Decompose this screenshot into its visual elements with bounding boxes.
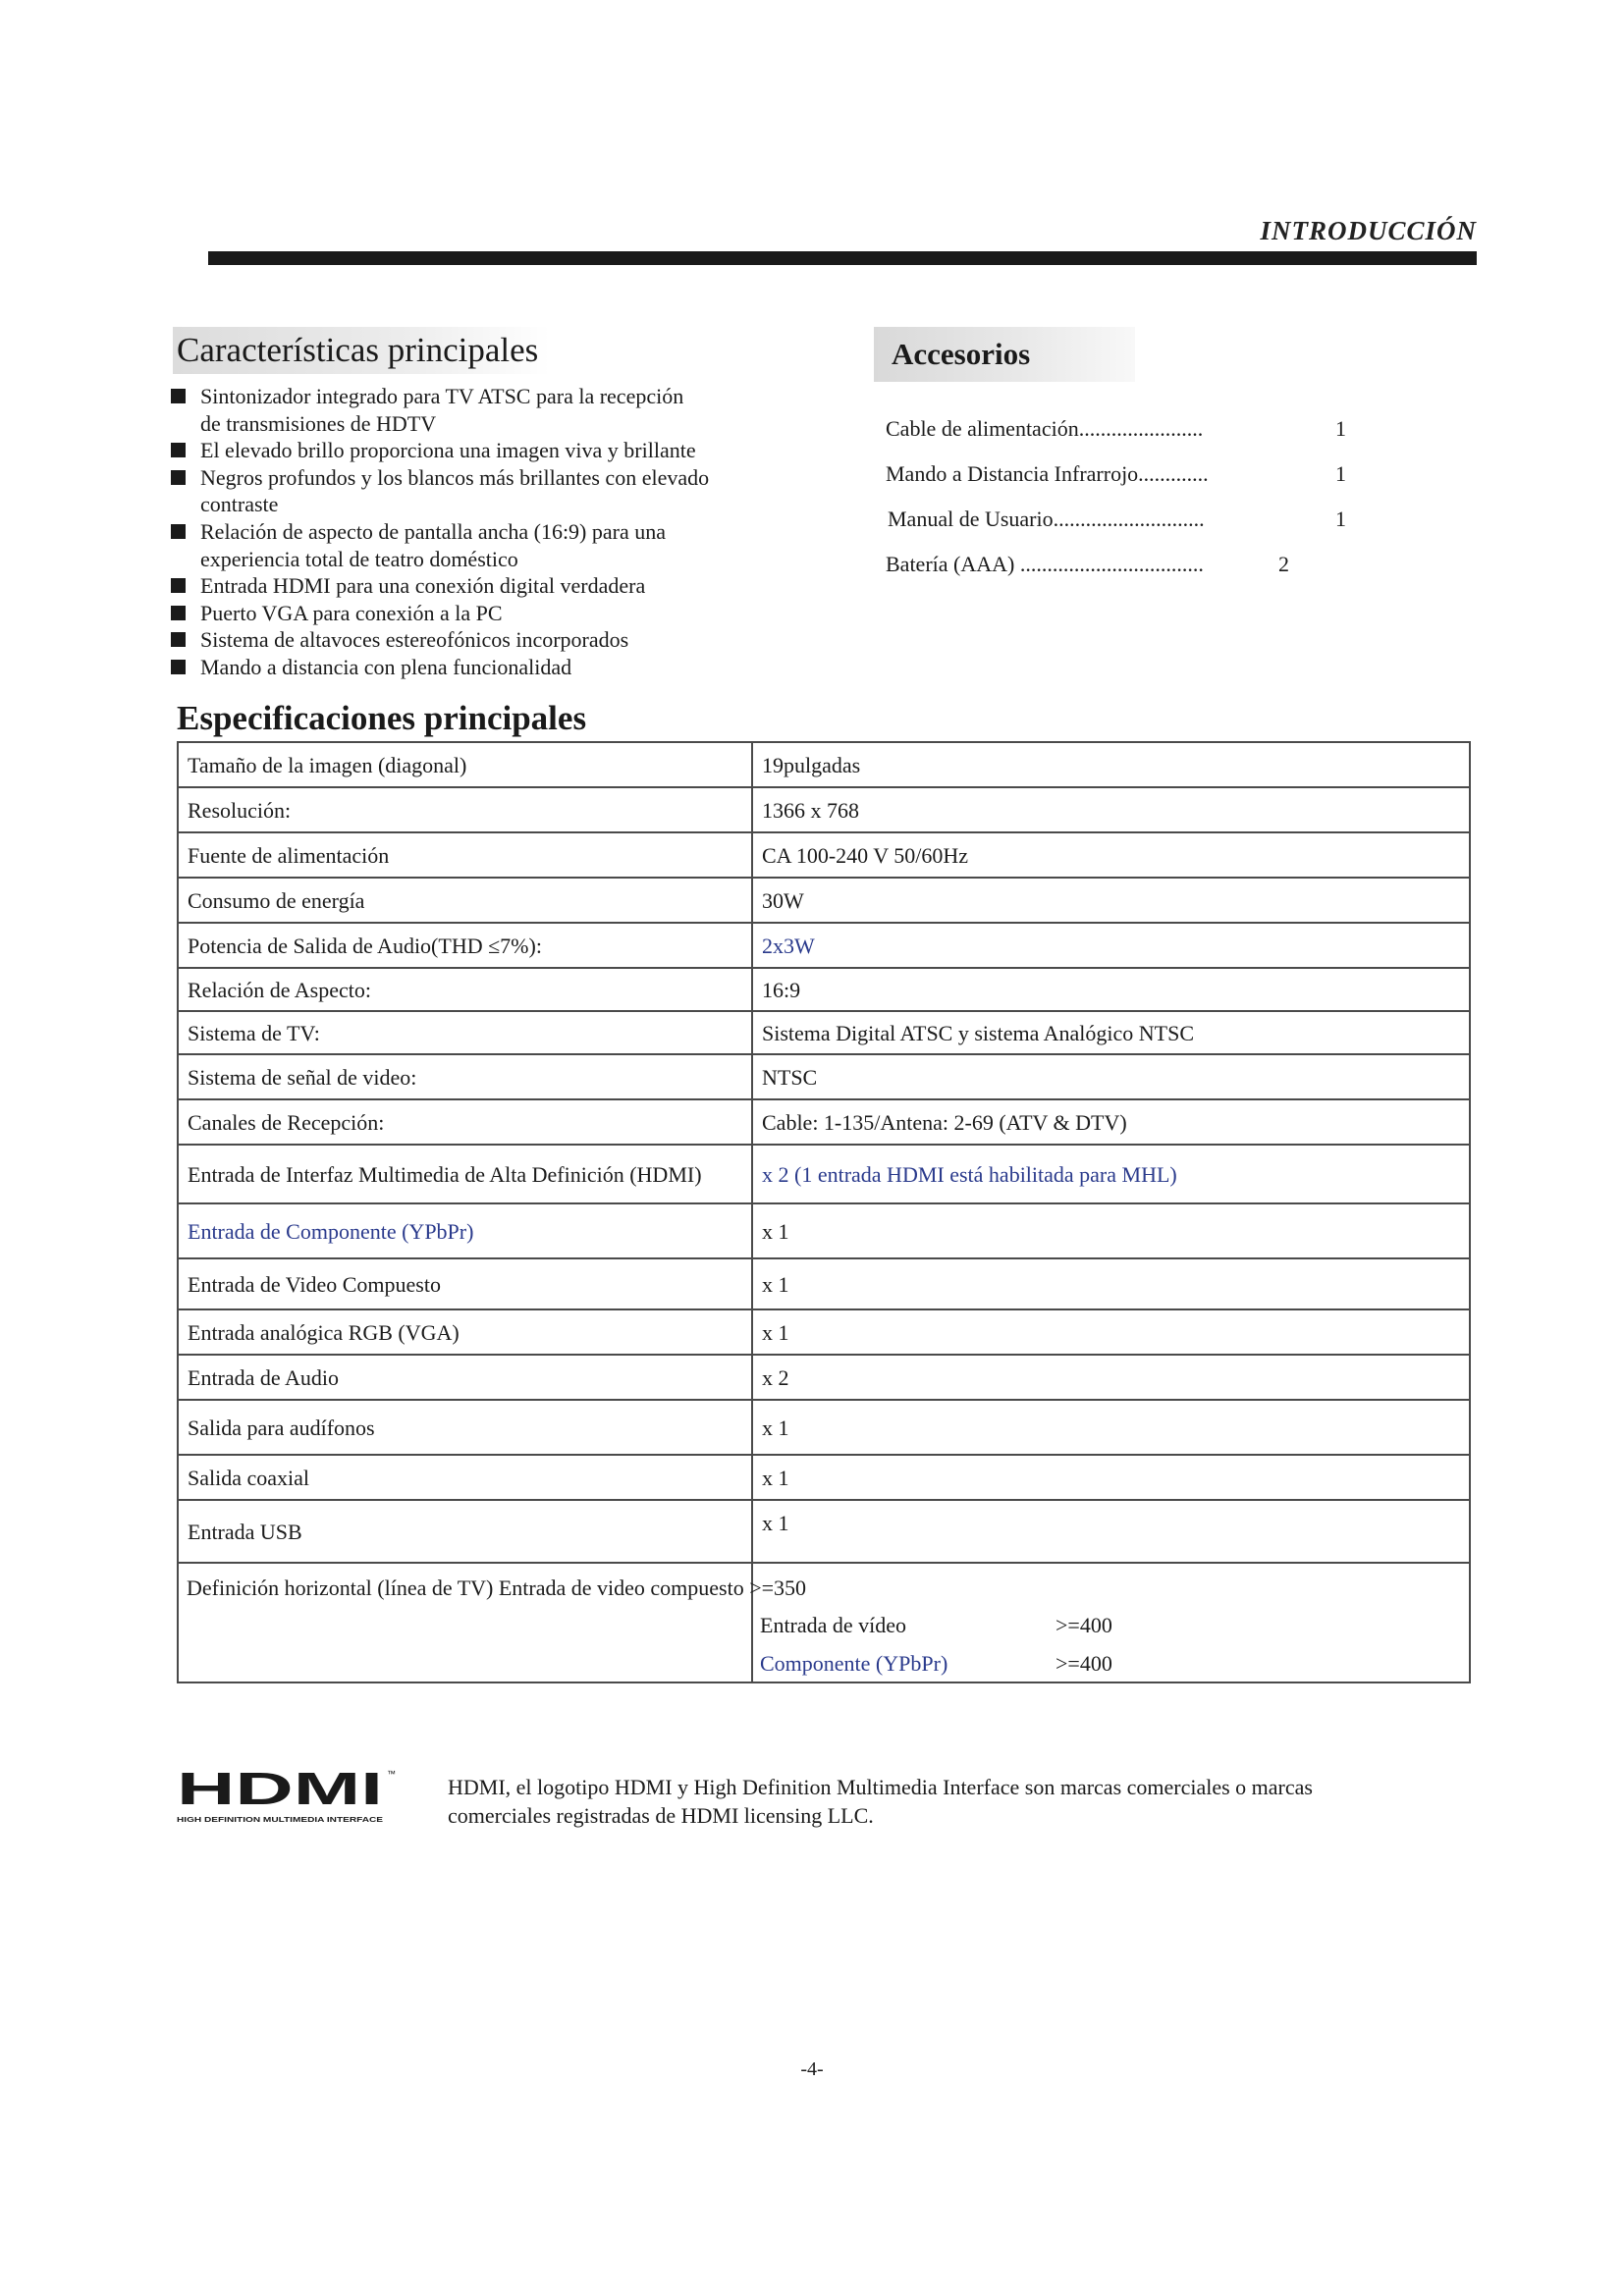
horizontal-resolution-line: Definición horizontal (línea de TV) Entrada de video compuesto >=350: [187, 1575, 807, 1600]
horizontal-resolution-sub: [760, 1613, 1112, 1637]
spec-label: Fuente de alimentación: [178, 832, 752, 878]
square-bullet-icon: [171, 578, 186, 593]
square-bullet-icon: [171, 632, 186, 647]
features-list: [169, 383, 807, 681]
feature-item: Negros profundos y los blancos más brillantes con elevado contraste: [169, 464, 807, 518]
table-row: [178, 878, 1470, 923]
spec-label: Entrada de Interfaz Multimedia de Alta Definición (HDMI): [178, 1145, 752, 1203]
table-row: [178, 1203, 1470, 1258]
spec-label: Entrada de Video Compuesto: [178, 1258, 752, 1309]
accessory-label: Cable de alimentación.......................: [886, 416, 1204, 441]
spec-value: x 1: [752, 1400, 1470, 1455]
spec-value: x 1: [752, 1203, 1470, 1258]
accessories-heading: Accesorios: [874, 327, 1135, 382]
table-row: [178, 968, 1470, 1011]
spec-value: x 2: [752, 1355, 1470, 1400]
table-row: [178, 1054, 1470, 1099]
table-row: [178, 1099, 1470, 1145]
hres-value: >=400: [1056, 1651, 1112, 1676]
spec-label: Sistema de TV:: [178, 1011, 752, 1054]
spec-label: Entrada de Componente (YPbPr): [178, 1203, 752, 1258]
hdmi-wordmark: HDMI: [177, 1767, 383, 1814]
table-row: [178, 1355, 1470, 1400]
feature-item: Relación de aspecto de pantalla ancha (16:9) para una experiencia total de teatro doméstico: [169, 518, 807, 572]
spec-label: Tamaño de la imagen (diagonal): [178, 742, 752, 787]
square-bullet-icon: [171, 470, 186, 485]
spec-value: 2x3W: [752, 923, 1470, 968]
accessory-qty: 2: [1278, 552, 1289, 576]
hdmi-tm: ™: [387, 1769, 396, 1779]
hres-label: Componente (YPbPr): [760, 1651, 948, 1676]
horizontal-resolution-sub: [760, 1651, 1112, 1676]
feature-item: Sintonizador integrado para TV ATSC para la recepción de transmisiones de HDTV: [169, 383, 807, 437]
square-bullet-icon: [171, 443, 186, 457]
square-bullet-icon: [171, 389, 186, 403]
spec-label: Canales de Recepción:: [178, 1099, 752, 1145]
spec-value: Cable: 1-135/Antena: 2-69 (ATV & DTV): [752, 1099, 1470, 1145]
spec-value: x 1: [752, 1309, 1470, 1355]
table-row: [178, 1500, 1470, 1563]
spec-value: 30W: [752, 878, 1470, 923]
hres-value: >=400: [1056, 1613, 1112, 1637]
feature-item: Sistema de altavoces estereofónicos incorporados: [169, 626, 807, 654]
feature-item: Puerto VGA para conexión a la PC: [169, 600, 807, 627]
spec-value: x 2 (1 entrada HDMI está habilitada para MHL): [752, 1145, 1470, 1203]
spec-label: Consumo de energía: [178, 878, 752, 923]
table-row: [178, 742, 1470, 787]
square-bullet-icon: [171, 606, 186, 620]
accessory-row: [886, 414, 1347, 444]
accessory-row: [886, 550, 1347, 579]
spec-value: NTSC: [752, 1054, 1470, 1099]
accessory-row: [886, 505, 1347, 534]
accessory-qty: 1: [1335, 461, 1346, 486]
accessory-label: Batería (AAA) ..................................: [886, 552, 1204, 576]
table-row: [178, 787, 1470, 832]
spec-value: x 1: [752, 1258, 1470, 1309]
spec-value: x 1: [752, 1455, 1470, 1500]
table-row: [178, 1011, 1470, 1054]
spec-label: Entrada USB: [178, 1500, 752, 1563]
feature-item: Mando a distancia con plena funcionalidad: [169, 654, 807, 681]
table-row: [178, 923, 1470, 968]
spec-label: Relación de Aspecto:: [178, 968, 752, 1011]
accessory-qty: 1: [1335, 507, 1346, 531]
spec-label: Sistema de señal de video:: [178, 1054, 752, 1099]
specs-heading: Especificaciones principales: [177, 699, 587, 737]
table-row: [178, 1400, 1470, 1455]
spec-value: Sistema Digital ATSC y sistema Analógico NTSC: [752, 1011, 1470, 1054]
spec-label: Potencia de Salida de Audio(THD ≤7%):: [178, 923, 752, 968]
spec-label: Salida para audífonos: [178, 1400, 752, 1455]
spec-label: Entrada de Audio: [178, 1355, 752, 1400]
table-row: [178, 1258, 1470, 1309]
table-row: [178, 1309, 1470, 1355]
spec-label: Resolución:: [178, 787, 752, 832]
section-title: INTRODUCCIÓN: [1260, 216, 1477, 245]
spec-label: Salida coaxial: [178, 1455, 752, 1500]
spec-value: 16:9: [752, 968, 1470, 1011]
header-rule: [208, 251, 1477, 265]
feature-item: El elevado brillo proporciona una imagen viva y brillante: [169, 437, 807, 464]
accessory-row: [886, 459, 1347, 489]
spec-value: x 1: [752, 1500, 1470, 1563]
hres-label: Entrada de vídeo: [760, 1613, 907, 1637]
accessory-label: Manual de Usuario............................: [888, 507, 1205, 531]
feature-item: Entrada HDMI para una conexión digital verdadera: [169, 572, 807, 600]
hdmi-tagline: HIGH DEFINITION MULTIMEDIA INTERFACE: [177, 1815, 383, 1824]
spec-value: CA 100-240 V 50/60Hz: [752, 832, 1470, 878]
features-heading: Características principales: [173, 327, 550, 374]
accessory-qty: 1: [1335, 416, 1346, 441]
spec-value: 19pulgadas: [752, 742, 1470, 787]
spec-value: 1366 x 768: [752, 787, 1470, 832]
page-number: -4-: [800, 2058, 824, 2080]
table-row: [178, 1145, 1470, 1203]
hdmi-notice: HDMI, el logotipo HDMI y High Definition Multimedia Interface son marcas comerciales o marcas comerciales registradas de HDMI licensing LLC.: [448, 1775, 1313, 1828]
table-row: [178, 1563, 1470, 1682]
spec-label: Entrada analógica RGB (VGA): [178, 1309, 752, 1355]
table-row: [178, 832, 1470, 878]
table-row: [178, 1455, 1470, 1500]
specs-table: [177, 741, 1471, 1683]
hdmi-logo: [177, 1767, 403, 1830]
square-bullet-icon: [171, 660, 186, 674]
square-bullet-icon: [171, 524, 186, 539]
accessory-label: Mando a Distancia Infrarrojo.............: [886, 461, 1209, 486]
